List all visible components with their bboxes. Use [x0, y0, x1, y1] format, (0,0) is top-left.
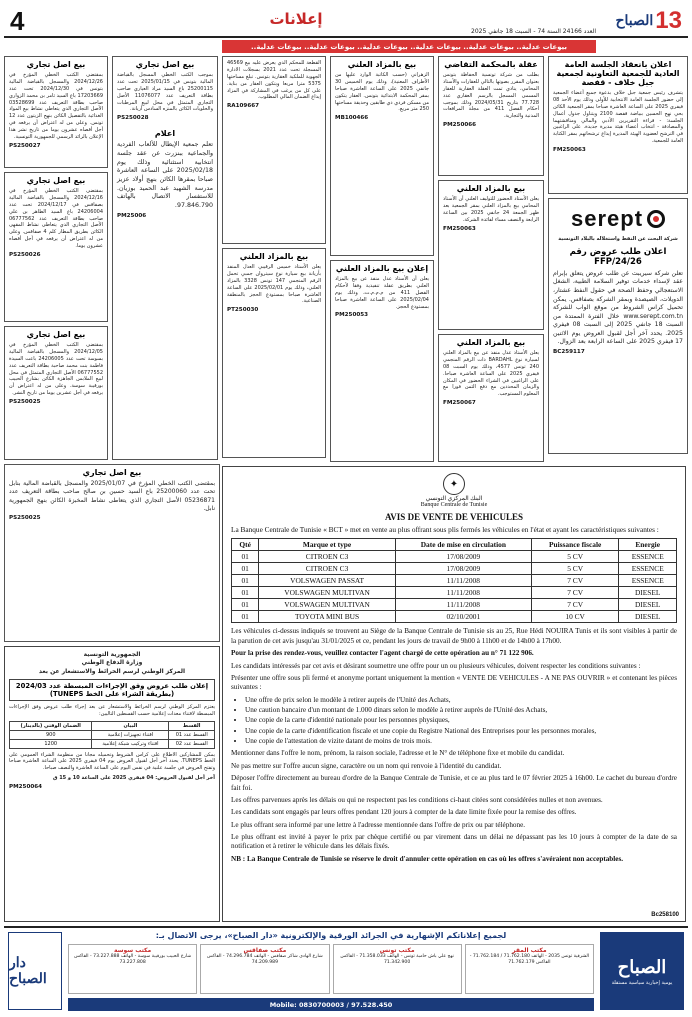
issue-line: العدد 24166 السنة 74 - السبت 18 جانفي 2025: [471, 28, 596, 35]
table-row: [10, 739, 215, 748]
ad-title: بيع اصل تجاري: [26, 176, 86, 185]
list-item: • Une copie de la carte d'identité nationale pour les personnes physiques,: [245, 716, 677, 725]
bct-c3: Ne pas mettre sur l'offre aucun signe, caractère ou un nom qui renvoie à l'identité du candidat.: [231, 761, 502, 770]
table-cell: 7 CV: [531, 599, 619, 611]
ad-title: بيع اصل تجاري: [26, 60, 86, 69]
vehicle-table-header: Puissance fiscale: [531, 539, 619, 551]
table-cell: TOYOTA MINI BUS: [259, 611, 396, 623]
ministry-notice: [4, 646, 220, 922]
ad-body: بطلب من شركة تونسية الحفاظة بتونس بعنوان المقرر بصوتها بالتالي للعقارات والأستاذ المحامي، ينادي تمت العقلة العقارية للعقار المسمى المسجل بالرسم العقاري عدد 77.728 بتاريخ 2024/05/31 وذلك بموجب أحكام الفصل 411 من مجلة المرافعات المدنية والتجارية.: [443, 72, 539, 120]
table-cell: DIESEL: [619, 599, 677, 611]
ad-title: إعلان بيع بالمزاد العلني: [335, 264, 429, 273]
ad-body: بمقتضى الكتب الخطي المؤرخ في 2025/01/07 والمسجل بالقباضة المالية بنابل تحت عدد 25200060 باع السيد حسين بن صالح صاحب بطاقة التعريف عدد 05236871 الأصل التجاري الذي يتعاطى نشاط المخبزة الكائن بنهج الجمهورية نابل.: [9, 480, 216, 512]
ad-shop-sale-2: [4, 172, 108, 322]
vehicle-table: [231, 538, 677, 623]
table-cell: ESSENCE: [619, 575, 677, 587]
serept-mark-icon: [647, 210, 665, 228]
footer-bar: Mobile: 0830700003 / 97.528.450: [68, 998, 594, 1011]
logo-name: الصباح: [615, 13, 654, 29]
table-cell: ESSENCE: [619, 551, 677, 563]
table-row: [232, 551, 677, 563]
footer-logo2-text: دار الصباح: [9, 955, 47, 987]
ad-serept: [548, 198, 688, 454]
table-cell: 5 CV: [531, 551, 619, 563]
page-header: [4, 4, 688, 38]
table-cell: 11/11/2008: [395, 587, 531, 599]
office-lines: شارع الحبيب بورقيبة سوسة - الهاتف 73.227.888 - الفاكس 73.227.808: [74, 954, 192, 966]
ad-shop-sale-a: [112, 56, 218, 460]
page-footer: [4, 926, 688, 1013]
bct-p3: Les candidats intéressés par cet avis et désirant soumettre une offre pour un ou plusieurs véhicules, doivent respecter les conditions suivantes :: [231, 661, 641, 670]
table-cell: 900: [10, 730, 92, 739]
table-cell: 7 CV: [531, 587, 619, 599]
ad-title: بيع اصل تجاري: [82, 468, 142, 477]
ad-auction-3: [330, 260, 434, 462]
footer-office: [465, 944, 594, 994]
ad-ref: FM250067: [443, 400, 476, 407]
ad-citroen-jumpy: [222, 248, 326, 458]
footer-logo-sub: يومية إخبارية سياسية مستقلة: [611, 979, 673, 986]
lots-table-header: الضمان الوقتي (بالدينار): [10, 721, 92, 730]
ad-body: بموجب الكتب الخطي المسجل بالقباضة المالية بتونس في 2025/01/15 تحت عدد 25200115 باع السيد مراد العياري صاحب بطاقة التعريف عدد 11076077 الأصل التجاري المتمثل في محل لبيع المرطبات والحلويات الكائن بالمنزه السادس أريانة.: [117, 72, 213, 113]
ad-ref: PS250027: [9, 142, 41, 149]
table-row: [232, 587, 677, 599]
ad-shop-sale-3: [4, 326, 108, 460]
ad-ref: MB100466: [335, 115, 369, 122]
bct-c2: Mentionner dans l'offre le nom, prénom, la raison sociale, l'adresse et le N° de téléphone fixe et mobile du candidat.: [231, 749, 565, 758]
bct-emblem-icon: ✦: [443, 473, 465, 495]
table-cell: VOLSWAGEN MULTIVAN: [259, 599, 396, 611]
lots-table-header: القسط: [169, 721, 215, 730]
notice-ref: PM250064: [9, 784, 43, 791]
office-name: مكتب صفاقس: [243, 947, 287, 954]
ad-body: يتشرف رئيس جمعية جبل خلاف بدعوة جميع أعضاء الجمعية إلى حضور الجلسة العامة الانتخابية للأولى وذلك يوم الأحد 08 فيفري 2025 على الساعة العاشرة صباحا بمقر الجمعية الكائن بحي نهج الحسين ببياضة قفصة 2100 ويتناول جدول أعمال الجلسة: - قراءة التقريرين الأدبي والمالي ومناقشتهما والمصادقة - انتخاب أعضاء هيئة مديرة جديدة. على الراغبين في الترشح لعضوية الهيئة المديرة إيداع ترشحاتهم بمقر الكتابة العامة للجمعية.: [553, 90, 683, 145]
table-cell: 01: [232, 551, 259, 563]
office-lines: الشرقية تونس 2035 - الهاتف 71.762.180 / 71.762.184 - الفاكس 71.762.179: [469, 954, 589, 966]
ad-title: بيع اصل تجاري: [26, 330, 86, 339]
ad-ref: PS250026: [9, 252, 41, 259]
ad-body: بمقتضى الكتب الخطي المؤرخ في 2024/12/26 والمسجل بالقباضة المالية بتونس في 2024/12/30 تحت عدد 17203669 باع السيد ثامر بن محمد الزواري صاحب بطاقة التعريف عدد 03528699 الأصل التجاري الذي يتعاطى نشاط بيع المواد الغذائية بالتفصيل الكائن بنهج الزيتون عدد 12 تونس. وعلى من له اعتراض أن يرفعه في أجل أقصاه عشرون يوما من تاريخ نشر هذا الإعلان بالرائد الرسمي للجمهورية التونسية.: [9, 72, 103, 141]
bct-c6: Les candidats sont engagés par leurs offres pendant 120 jours à compter de la date limite fixée pour la remise des offres.: [231, 808, 577, 817]
ad-title: بيع بالمزاد العلني: [347, 60, 417, 69]
page-number: 4: [10, 6, 25, 36]
bct-c1: Présenter une offre sous pli fermé et anonyme portant uniquement la mention « VENTE DE VEHICULES - A NE PAS OUVRIR » et contenant les pièces suivantes :: [231, 673, 677, 692]
notice-intro: يعتزم المركز الوطني لرسم الخرائط والاستشعار عن بعد إجراء طلب عروض وفق الإجراءات المبسطة لاقتناء معدات إعلامية حسب القسطين التاليين:: [9, 703, 215, 717]
ad-ref: PT250030: [227, 307, 259, 314]
table-cell: 01: [232, 587, 259, 599]
bct-c4: Déposer l'offre directement au bureau d'ordre de la Banque Centrale de Tunisie, et ce au plus tard le 07 février 2025 à 16h00. Le cachet du bureau d'ordre fait foi.: [231, 774, 677, 792]
table-cell: 01: [232, 563, 259, 575]
footer-office: [200, 944, 329, 994]
center: المركز الوطني لرسم الخرائط والاستشعار عن بعد: [38, 667, 186, 675]
table-cell: DIESEL: [619, 611, 677, 623]
bct-items-list: [245, 696, 677, 747]
table-cell: القسط عدد 02: [169, 739, 215, 748]
ad-shop-sale-4: [4, 464, 220, 642]
bct-nb: NB : La Banque Centrale de Tunisie se réserve le droit d'annuler cette opération en cas où les offres s'avéraient non acceptables.: [231, 854, 624, 863]
table-cell: 01: [232, 599, 259, 611]
table-row: [232, 563, 677, 575]
bct-title: AVIS DE VENTE DE VEHICULES: [384, 512, 524, 522]
office-lines: نهج علي باش حامبة تونس - الهاتف 71.358.033 - الفاكس 71.342.900: [340, 954, 454, 966]
table-cell: القسط عدد 01: [169, 730, 215, 739]
bct-intro: La Banque Centrale de Tunisie « BCT » met en vente au plus offrant sous plis fermés les véhicules en l'état et ayant les caractéristiques suivantes :: [231, 525, 659, 534]
table-row: [232, 575, 677, 587]
bct-p1: Les véhicules ci-dessus indiqués se trouvent au Siège de la Banque Centrale de Tunisie sis au 25, Rue Hédi NOUIRA Tunis et ils sont visibles à partir de la parution de cet avis jusqu'au 31/01/2025 et ce, pendant les jours de travail de 9h00 à 11h00 et de 14h00 à 17h00.: [231, 627, 677, 645]
lots-table: [9, 721, 215, 749]
serept-word: serept: [570, 206, 644, 231]
table-row: [232, 599, 677, 611]
bct-c8: Le plus offrant est invité à payer le prix par chèque certifié ou par virement dans un délai ne dépassant pas les 10 jours à compter de la date de sa notification et à retirer le véhicule dans les délais fixés.: [231, 832, 677, 851]
ad-body: بمقتضى الكتب الخطي المؤرخ في 2024/12/05 والمسجل بالقباضة المالية بسوسة تحت عدد 24206005 باعت السيدة فاطمة بنت محمد صاحبة بطاقة التعريف عدد 06777552 الأصل التجاري المتمثل في محل لبيع الملابس الجاهزة الكائن بشارع الحبيب بورقيبة سوسة. وعلى من له اعتراض أن يرفعه في أجل عشرين يوما من تاريخ النشر.: [9, 342, 103, 397]
ad-body: بمقتضى الكتب الخطي المؤرخ في 2024/12/16 والمسجل بالقباضة المالية بصفاقس في 2024/12/17 تحت عدد 24206004 باع السيد الطاهر بن علي صاحب بطاقة التعريف عدد 06777562 الأصل التجاري الذي يتعاطى نشاط المقهى الكائن بطريق المطار كلم 4 صفاقس. وعلى من له اعتراض أن يرفعه في أجل أقصاه عشرون يوما.: [9, 188, 103, 250]
footer-logo-text: الصباح: [617, 956, 667, 978]
ad-title: اعلام: [154, 129, 176, 139]
ad-body: يعلن الأستاذ خميس الرقيبي العدل المنفذ بأريانة بيع سيارة نوع سيتروان جمبي تحمل الرقم المنجمي 147 تونس 3328 بالمزاد العلني، وذلك يوم 2025/02/01 على الساعة العاشرة صباحا بمستودع الحجز بالمنطقة الصناعية.: [227, 264, 322, 305]
ad-zahrani: [330, 56, 434, 256]
ad-body: الزهراني (حسب الكاتبة الوارد عليها من الأطراف المعنية)، وذلك يوم الخميس 30 جانفي 2025 على الساعة العاشرة صباحا بمقر المحكمة الابتدائية بتونس. العقار يتكون من مسكن فردي ذي طابقين وحديقة مساحتها 250 متر مربع.: [335, 72, 429, 113]
table-cell: 10 CV: [531, 611, 619, 623]
bct-logo: [231, 473, 677, 508]
footer-office: [68, 944, 197, 994]
ad-bardahl: [438, 334, 544, 462]
table-cell: 5 CV: [531, 563, 619, 575]
ad-body: تعلم جمعية الإيطال للألعاب الفردية والجماعية ببنزرت عن عقد جلسة انتخابية استثنائية وذلك يوم 2025/02/18 على الساعة العاشرة صباحا بمقرها الكائن بنهج أولاد عزيز مدرسة الشهيد عبد الحميد بوزيان. للاستفسار الاتصال بالهاتف 97.846.790.: [117, 141, 213, 210]
vehicle-table-header: Qté: [232, 539, 259, 551]
table-cell: 1200: [10, 739, 92, 748]
vehicle-table-header: Date de mise en circulation: [395, 539, 531, 551]
table-cell: 02/10/2001: [395, 611, 531, 623]
ad-shop-sale-1: [4, 56, 108, 168]
ad-title: بيع بالمزاد العلني: [456, 184, 526, 193]
list-item: • Une caution bancaire d'un montant de 1.000 dinars selon le modèle à retirer auprès de l'Unité des Achats,: [245, 706, 677, 715]
ad-title: بيع بالمزاد العلني: [239, 252, 309, 261]
list-item: • Une offre de prix selon le modèle à retirer auprès de l'Unité des Achats,: [245, 696, 677, 705]
notice-deadline: آخر أجل لقبول العروض: 04 فيفري 2025 على الساعة 10 و 15 ق: [52, 775, 215, 782]
ad-ref: PM250053: [335, 312, 369, 319]
serept-subtitle: شركة البحث عن النفط واستغلاله بالبلاد التونسية: [558, 236, 678, 242]
ad-ref: PS250028: [117, 115, 149, 122]
ministry: الجمهورية التونسية: [83, 651, 141, 658]
table-cell: 11/11/2008: [395, 575, 531, 587]
bct-c5: Les offres parvenues après les délais ou qui ne respectent pas les conditions ci-haut citées sont considérées nulles et non avenues.: [231, 795, 603, 804]
table-cell: 17/08/2009: [395, 551, 531, 563]
newspaper-logo: [592, 6, 682, 36]
footer-head: لجميع إعلاناتكم الإشهارية في الجرائد الورقية والإلكترونية «دار الصباح»، يرجى الاتصال بـ:: [155, 931, 507, 940]
ad-body: يعلن أن الأستاذ عدل منفذ عن بيع بالمزاد العلني بطريق عقلة تنفيذية وفقا لأحكام الفصل 411 من م.م.م.ت، وذلك يوم 2025/02/04 على الساعة العاشرة صباحا بمستودع الحجز.: [335, 276, 430, 310]
ad-body: يعلن الأستاذ الحضور للتوليف العلني أن الأستاذ المحامي بيع بالمزاد العلني بمقر الجمعية بعد ظهر الجمعة 24 جانفي 2025 بين الساعة الرابعة والنصف مساء لفائدة الشركة.: [443, 196, 539, 223]
bct-vehicle-sale-ad: [222, 466, 686, 922]
ad-title: بيع اصل تجاري: [135, 60, 195, 69]
lots-table-header: البيان: [92, 721, 169, 730]
table-cell: 01: [232, 575, 259, 587]
table-cell: CITROEN C3: [259, 563, 396, 575]
table-cell: اقتناء تجهيزات إعلامية: [92, 730, 169, 739]
list-item: • Une copie de l'attestation de vizite datant de moins de trois mois.: [245, 737, 677, 746]
ad-ref: RA109667: [227, 103, 259, 110]
ad-jebel-khallaf: [548, 56, 688, 194]
ad-body: يعلن الأستاذ عدل منفذ عن بيع بالمزاد العلني لسيارة نوع BARDAHL ذات الرقم المنجمي 240 تونس 4577، وذلك يوم السبت 08 فيفري 2025 على الساعة العاشرة صباحا. على الراغبين في الشراء الحضور في المكان والزمان المحددين مع دفع الثمن فورا مع المعلوم المستوجب.: [443, 350, 540, 398]
table-cell: CITROEN C3: [259, 551, 396, 563]
judicial-sales-ribbon: بيوعات عدلية.. بيوعات عدلية.. بيوعات عدلية.. بيوعات عدلية.. بيوعات عدلية.. بيوعات عدلية..: [222, 40, 596, 53]
office-name: مكتب تونس: [379, 947, 415, 954]
bct-c7: Le plus offrant sera informé par une lettre à l'adresse mentionnée dans l'offre de prix ou par téléphone.: [231, 820, 526, 829]
bct-name-fr: Banque Centrale de Tunisie: [420, 502, 488, 508]
ad-ref: PM250066: [443, 122, 477, 129]
logo-number: 13: [655, 7, 682, 34]
table-cell: DIESEL: [619, 587, 677, 599]
notice-body: يمكن للمشاركين الاطلاع على كراس الشروط وتحميله مجانا من منظومة الشراء العمومي على الخط TUNEPS. يحدد آخر أجل لقبول العروض يوم 04 فيفري 2025 على الساعة العاشرة صباحا وتفتح العروض في جلسة علنية في نفس اليوم على الساعة العاشرة والنصف صباحا.: [9, 751, 215, 772]
ad-land-parcel: [222, 56, 326, 244]
ad-ref: PM25006: [117, 212, 147, 219]
office-lines: شارع الهادي شاكر صفاقس - الهاتف 74.296.784 - الفاكس 74.209.989: [207, 954, 323, 966]
serept-body: تعلن شركة سيريبت عن طلب عروض يتعلق بإبرام عقد لإسداء خدمات توفير السلامة الطبية، الشغل الاستعجالي وحفظ الصحة في حقول النفط عشتار، الدويلات، الصيصدة وبمقر الشركة بصفاقس. يمكن تحميل كراس الشروط من موقع الواب للشركة www.serept.com.tn خلال الفترة الممتدة من السبت 18 جانفي 2025 إلى السبت 08 فيفري 2025. يحدد آخر أجل لقبول العروض يوم الاثنين 17 فيفري 2025 على الساعة الرابعة بعد الزوال.: [553, 269, 683, 346]
ministry2: وزارة الدفاع الوطني: [81, 659, 143, 667]
table-cell: VOLSWAGEN PASSAT: [259, 575, 396, 587]
table-cell: 17/08/2009: [395, 563, 531, 575]
table-cell: 7 CV: [531, 575, 619, 587]
footer-office: [333, 944, 462, 994]
section-title: إعلانات: [269, 10, 323, 28]
bct-name-ar: البنك المركزي التونسي: [425, 496, 483, 502]
ad-auction-2: [438, 180, 544, 330]
ad-title: اعلان بانعقاد الجلسة العامة العادية للجمعية التعاونية لجمعية جبل خلاف - قفصة: [556, 60, 680, 87]
ad-title: بيع بالمزاد العلني: [456, 338, 526, 347]
serept-logo: [553, 206, 683, 232]
table-cell: ESSENCE: [619, 563, 677, 575]
serept-title: اعلان طلب عروض رقم FFP/24/26: [569, 246, 667, 267]
ad-title: عقلة بالمحكمة التقاضي: [444, 60, 538, 69]
table-row: [232, 611, 677, 623]
table-row: [10, 730, 215, 739]
table-cell: اقتناء وتركيب شبكة إعلامية: [92, 739, 169, 748]
footer-logo: [600, 932, 684, 1010]
ad-ref: FM250063: [553, 147, 586, 154]
notice-title: إعلان طلب عروض وفق الإجراءات المبسطة عدد 2024/03 (بطريقة الشراء على الخط TUNEPS): [9, 679, 215, 701]
bct-text: [231, 627, 677, 864]
ad-ref: PS250025: [9, 399, 41, 406]
office-name: مكتب سوسة: [113, 947, 152, 954]
vehicle-table-header: Marque et type: [259, 539, 396, 551]
table-cell: VOLSWAGEN MULTIVAN: [259, 587, 396, 599]
ad-seizure: [438, 56, 544, 176]
ad-body: القطعة للمحكم الذي يعرض عليه بيع 46569 المسجلة تحت عدد 2021 بسجلات الادارة الجهوية للملكية العقارية بتونس. تبلغ مساحتها 5375 مترا مربعا ويتكون العقار من بناية. على كل من يرغب في المشاركة في المزاد إيداع الضمان المالي المطلوب.: [227, 60, 321, 101]
bct-ref: Bc258100: [651, 912, 679, 918]
ad-ref: PS250025: [9, 515, 41, 522]
vehicle-table-header: Energie: [619, 539, 677, 551]
bct-p2: Pour la prise des rendez-vous, veuillez contacter l'agent chargé de cette opération au n° 71 122 906.: [231, 649, 534, 658]
ad-ref: FM250063: [443, 225, 476, 232]
serept-ref: BC259117: [553, 348, 585, 355]
table-cell: 01: [232, 611, 259, 623]
list-item: • Une copie de la carte d'identification fiscale et une copie du Registre National des Entreprises pour les personnes morales,: [245, 727, 677, 736]
footer-logo-2: [8, 932, 62, 1010]
table-cell: 11/11/2008: [395, 599, 531, 611]
footer-offices: [68, 944, 594, 994]
office-name: مكتب المقر: [512, 947, 547, 954]
